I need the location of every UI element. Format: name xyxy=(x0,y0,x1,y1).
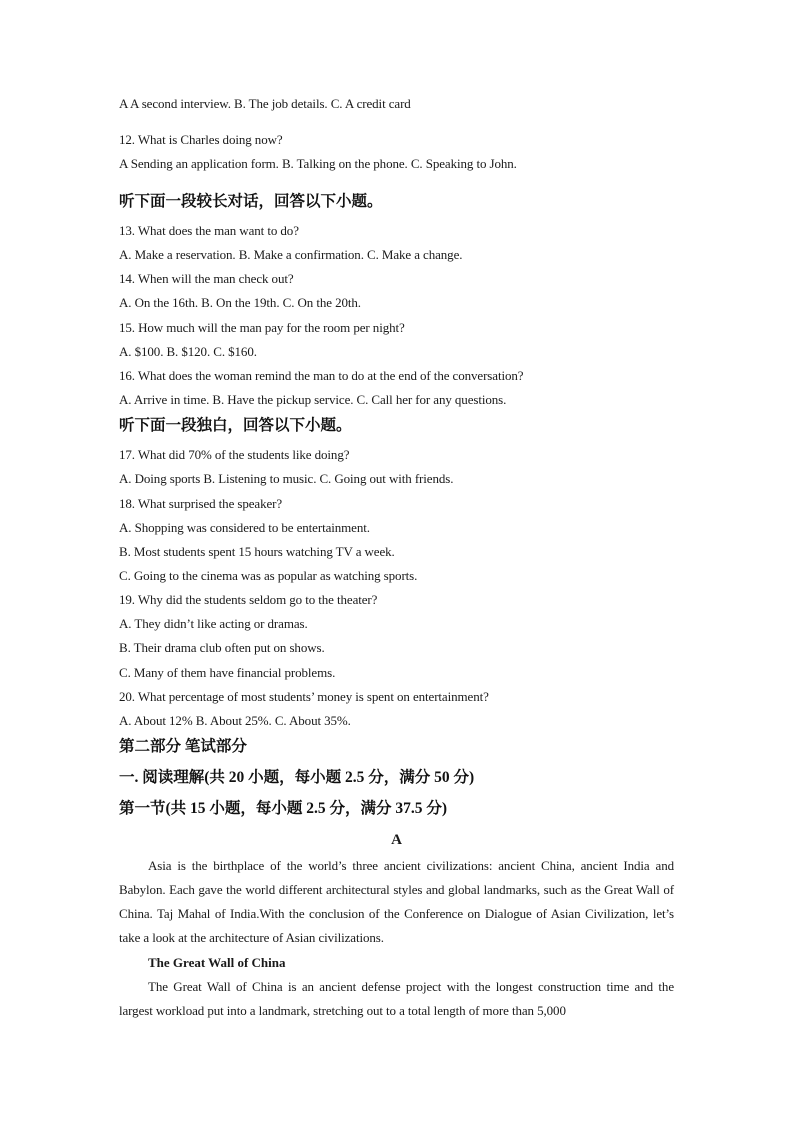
q15-question: 15. How much will the man pay for the room per night? xyxy=(119,320,405,335)
passage-paragraph-2: The Great Wall of China is an ancient defense project with the longest construction time and the largest workload put into a landmark, stretching out to a total length of more than 5,000 xyxy=(119,979,674,1018)
q20-question: 20. What percentage of most students’ money is spent on entertainment? xyxy=(119,689,489,704)
q15-options: A. $100. B. $120. C. $160. xyxy=(119,344,257,359)
passage-letter: A xyxy=(391,832,402,848)
q14-question: 14. When will the man check out? xyxy=(119,271,294,286)
q16-options: A. Arrive in time. B. Have the pickup service. C. Call her for any questions. xyxy=(119,392,507,407)
q20-options: A. About 12% B. About 25%. C. About 35%. xyxy=(119,713,351,728)
section-dialog-heading: 听下面一段较长对话，回答以下小题。 xyxy=(119,193,383,210)
q16-question: 16. What does the woman remind the man to do at the end of the conversation? xyxy=(119,368,524,383)
q19-option-c: C. Many of them have financial problems. xyxy=(119,665,336,680)
q18-question: 18. What surprised the speaker? xyxy=(119,496,283,511)
passage-paragraph-1: Asia is the birthplace of the world’s three ancient civilizations: ancient China, ancient India and Babylon. Each gave the world different architectural styles and global landmarks, such as the Great Wall of China. Taj Mahal of India.With the conclusion of the Conference on Dialogue of Asian Civilization, let’s take a look at the architecture of Asian civilizations. xyxy=(119,858,674,945)
subsection-one-heading: 第一节(共 15 小题，每小题 2.5 分，满分 37.5 分) xyxy=(119,800,448,817)
q13-question: 13. What does the man want to do? xyxy=(119,223,299,238)
q12-question: 12. What is Charles doing now? xyxy=(119,132,283,147)
q17-question: 17. What did 70% of the students like doing? xyxy=(119,447,350,462)
q11-options: A A second interview. B. The job details. C. A credit card xyxy=(119,96,411,111)
q18-option-b: B. Most students spent 15 hours watching TV a week. xyxy=(119,544,395,559)
q13-options: A. Make a reservation. B. Make a confirmation. C. Make a change. xyxy=(119,247,463,262)
great-wall-subheading: The Great Wall of China xyxy=(148,955,286,970)
section-monologue-heading: 听下面一段独白，回答以下小题。 xyxy=(119,417,352,434)
q18-option-a: A. Shopping was considered to be entertainment. xyxy=(119,520,370,535)
reading-section-heading: 一. 阅读理解(共 20 小题，每小题 2.5 分，满分 50 分) xyxy=(119,769,475,786)
q18-option-c: C. Going to the cinema was as popular as watching sports. xyxy=(119,568,418,583)
q14-options: A. On the 16th. B. On the 19th. C. On the 20th. xyxy=(119,295,361,310)
part-two-heading: 第二部分 笔试部分 xyxy=(119,738,247,755)
q12-options: A Sending an application form. B. Talking on the phone. C. Speaking to John. xyxy=(119,156,517,171)
q17-options: A. Doing sports B. Listening to music. C. Going out with friends. xyxy=(119,471,454,486)
q19-option-b: B. Their drama club often put on shows. xyxy=(119,640,325,655)
q19-option-a: A. They didn’t like acting or dramas. xyxy=(119,616,308,631)
q19-question: 19. Why did the students seldom go to the theater? xyxy=(119,592,378,607)
